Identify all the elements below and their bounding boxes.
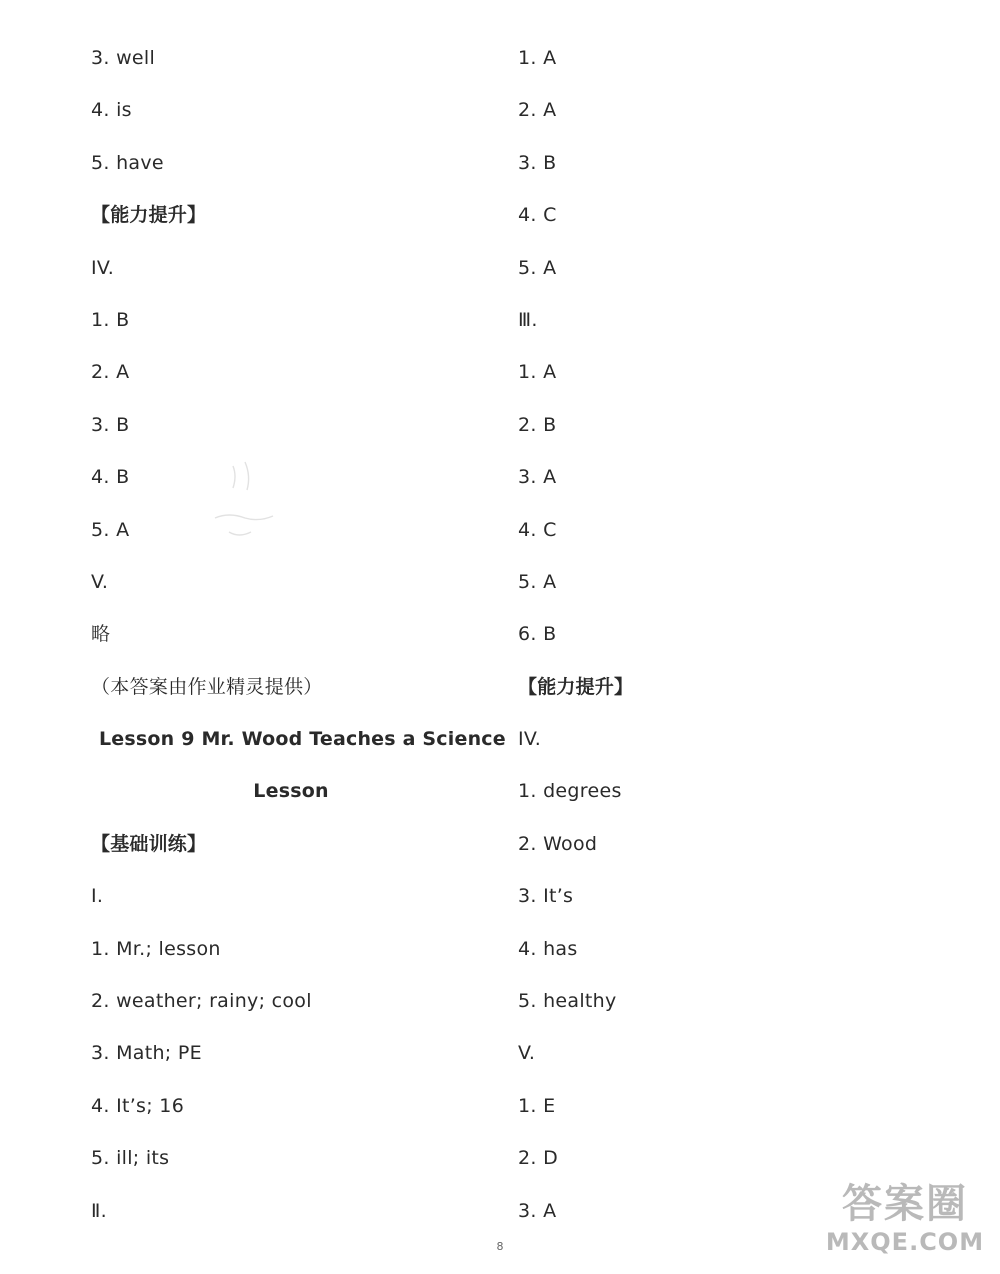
right-column-line: 2. B <box>518 413 557 436</box>
right-column-line: 3. It’s <box>518 885 574 908</box>
left-column <box>91 32 506 1237</box>
left-column-line: 5. have <box>91 151 164 174</box>
left-column-line: 【能力提升】 <box>91 204 207 227</box>
right-column-line: 【能力提升】 <box>518 675 634 698</box>
left-column-line: V. <box>91 570 109 593</box>
left-column-line: 4. B <box>91 466 130 489</box>
left-column-line: 4. is <box>91 99 132 122</box>
right-column-line: Ⅲ. <box>518 308 538 331</box>
right-column-line: 3. A <box>518 466 557 489</box>
left-column-line: 2. weather; rainy; cool <box>91 990 312 1013</box>
left-column-line: 略 <box>91 623 111 646</box>
faint-stamp-mark <box>205 448 295 558</box>
right-column-line: 2. D <box>518 1147 558 1170</box>
right-column-line: 5. healthy <box>518 990 617 1013</box>
left-column-line: IV. <box>91 256 115 279</box>
left-column-line: Lesson <box>253 780 329 803</box>
right-column-line: 6. B <box>518 623 557 646</box>
right-column-line: 5. A <box>518 256 557 279</box>
right-column-line: 1. degrees <box>518 780 622 803</box>
right-column-line: 1. A <box>518 47 557 69</box>
left-column-line: Ⅱ. <box>91 1199 107 1222</box>
right-column-line: 4. has <box>518 937 578 960</box>
left-column-line: 1. B <box>91 308 130 331</box>
right-column <box>518 32 958 1237</box>
right-column-line: 4. C <box>518 518 557 541</box>
right-column-line: 1. A <box>518 361 557 384</box>
right-column-line: 3. B <box>518 151 557 174</box>
right-column-line: V. <box>518 1042 536 1065</box>
right-column-line: IV. <box>518 728 542 751</box>
site-watermark <box>820 1180 990 1260</box>
left-column-line: Lesson 9 Mr. Wood Teaches a Science <box>99 728 506 751</box>
left-column-line: （本答案由作业精灵提供） <box>91 675 323 698</box>
left-column-line: 3. well <box>91 47 156 69</box>
watermark-url: MXQE.COM <box>825 1228 985 1256</box>
right-column-line: 2. Wood <box>518 832 598 855</box>
left-column-line: 5. A <box>91 518 130 541</box>
left-column-line: 5. ill; its <box>91 1147 170 1170</box>
right-column-line: 3. A <box>518 1199 557 1222</box>
right-column-line: 1. E <box>518 1094 556 1117</box>
right-column-line: 5. A <box>518 570 557 593</box>
left-column-line: 【基础训练】 <box>91 832 207 855</box>
left-column-line: Ⅰ. <box>91 885 104 908</box>
left-column-line: 1. Mr.; lesson <box>91 937 221 960</box>
right-column-line: 4. C <box>518 204 557 227</box>
left-column-line: 3. B <box>91 413 130 436</box>
left-column-line: 2. A <box>91 361 130 384</box>
left-column-line: 3. Math; PE <box>91 1042 202 1065</box>
left-column-line: 4. It’s; 16 <box>91 1094 185 1117</box>
page-number: 8 <box>496 1240 504 1253</box>
watermark-logo-text: 答案圈 <box>842 1181 968 1227</box>
right-column-line: 2. A <box>518 99 557 122</box>
